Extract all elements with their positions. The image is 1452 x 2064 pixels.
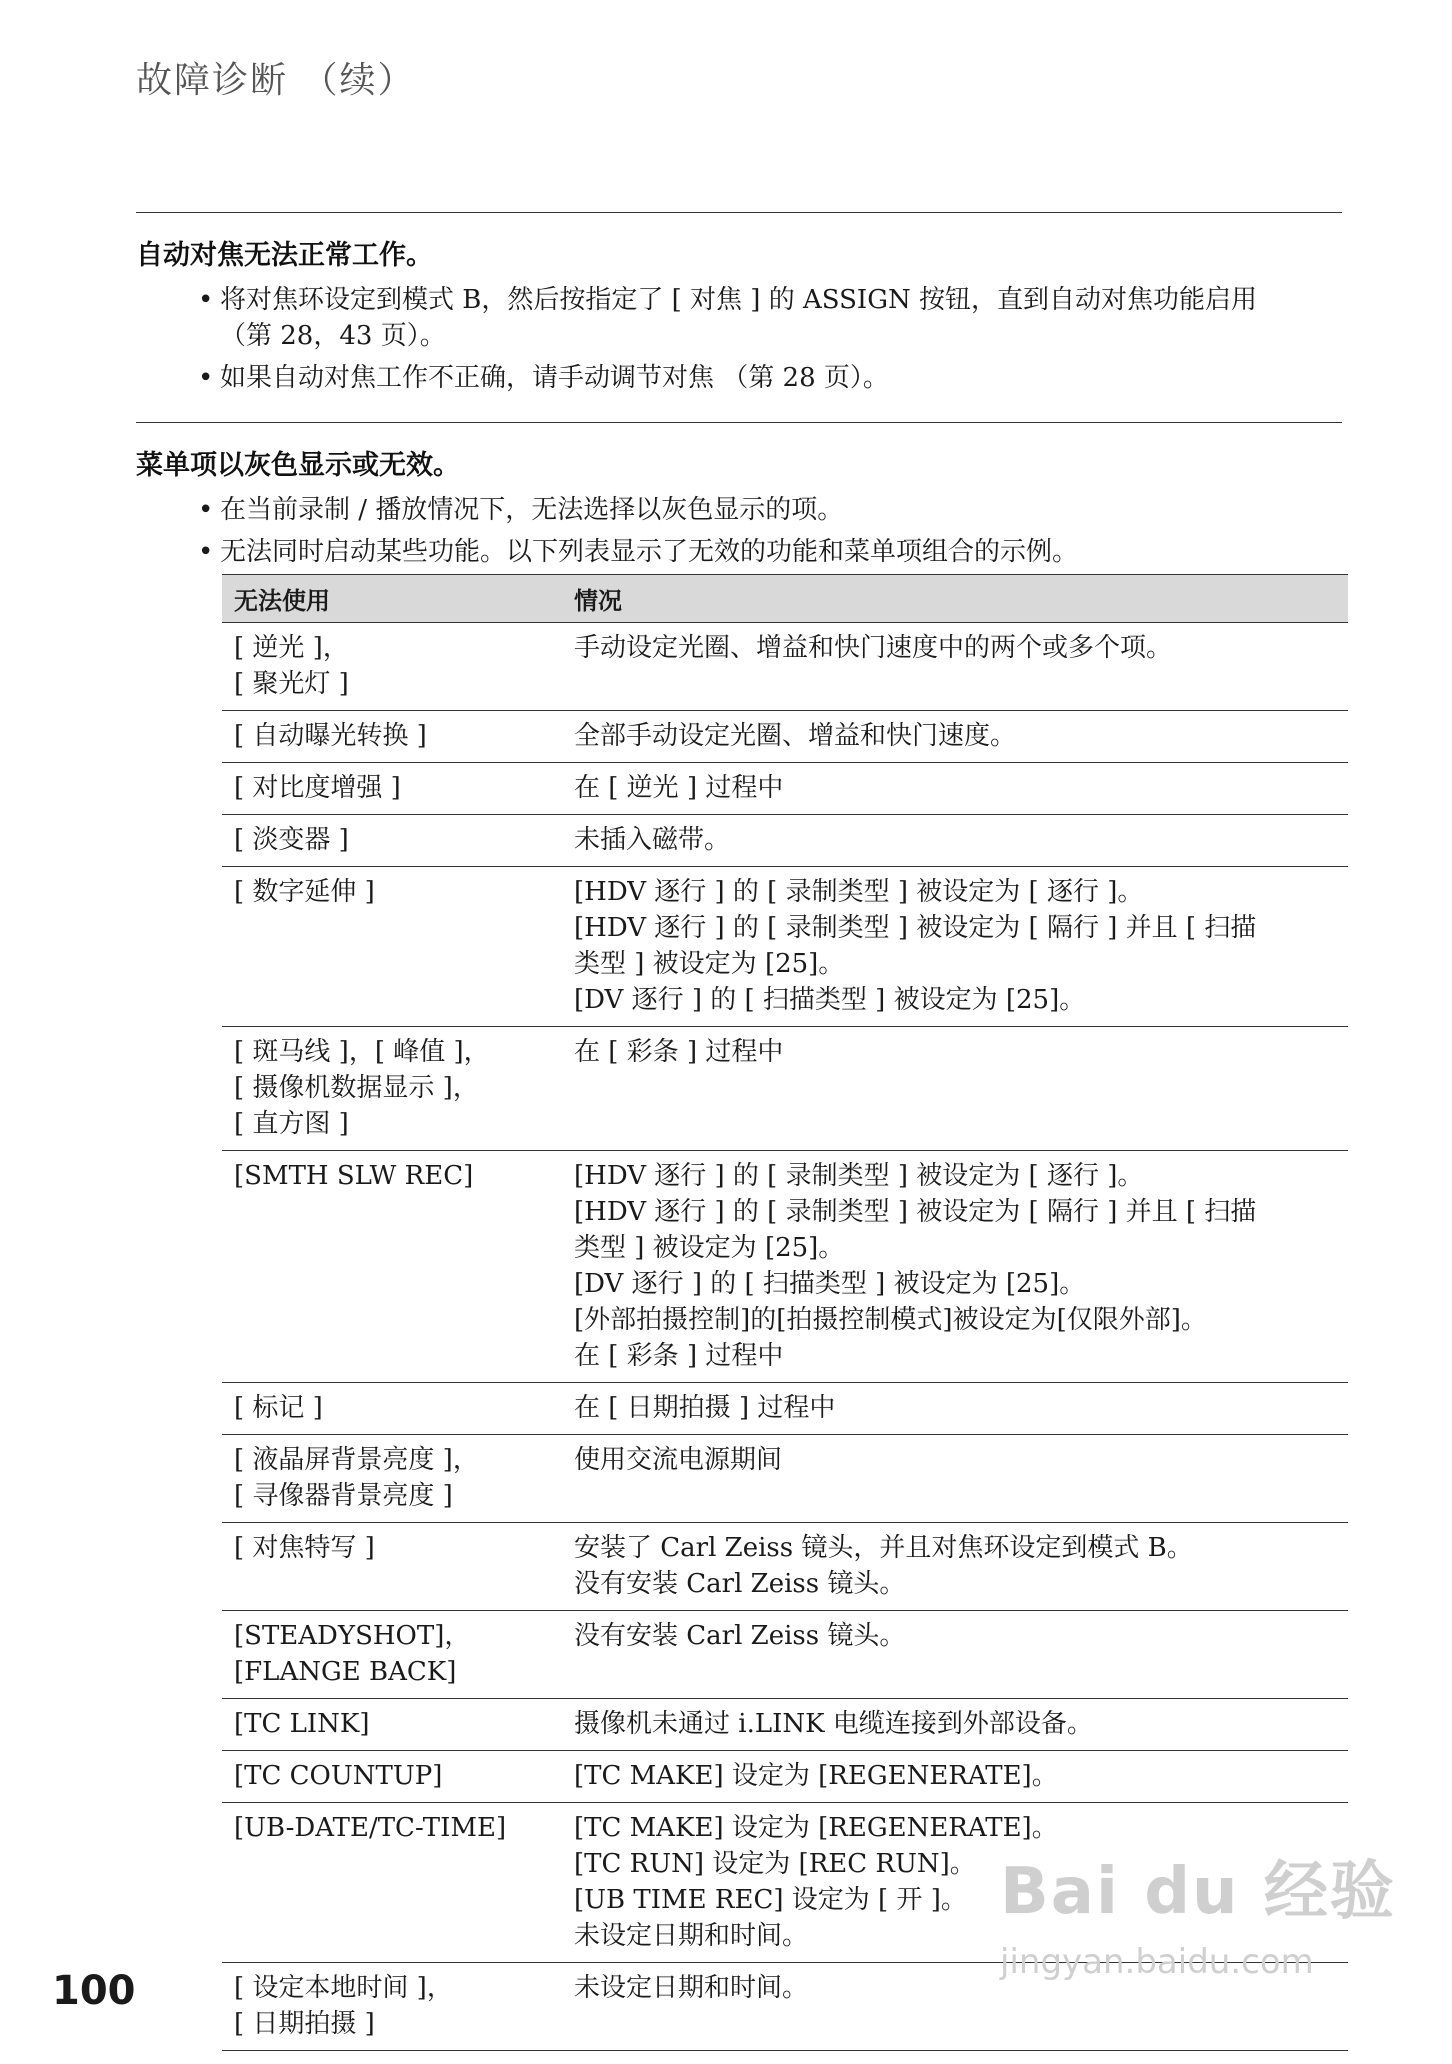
cell-line: [ 液晶屏背景亮度 ]，	[234, 1445, 479, 1475]
table-row	[222, 711, 1348, 763]
cell-line: [ 摄像机数据显示 ]，	[234, 1073, 479, 1103]
cell-line: 摄像机未通过 i.LINK 电缆连接到外部设备。	[574, 1709, 1093, 1739]
cell-line: [ 对比度增强 ]	[234, 773, 401, 803]
cell-condition	[562, 1435, 1348, 1523]
section-menu-items	[136, 422, 1342, 576]
cell-condition	[562, 1751, 1348, 1803]
cell-unavailable-item	[222, 1611, 562, 1699]
bullet-list	[198, 492, 1342, 570]
cell-condition	[562, 1699, 1348, 1751]
cell-line: 在 [ 日期拍摄 ] 过程中	[574, 1393, 836, 1423]
cell-unavailable-item	[222, 623, 562, 711]
cell-line: [HDV 逐行 ] 的 [ 录制类型 ] 被设定为 [ 隔行 ] 并且 [ 扫描	[574, 913, 1257, 943]
cell-condition	[562, 867, 1348, 1027]
cell-unavailable-item	[222, 1027, 562, 1151]
cell-line: [ 聚光灯 ]	[234, 669, 349, 699]
section-autofocus	[136, 212, 1342, 402]
table-row	[222, 1383, 1348, 1435]
cell-line: [ 设定本地时间 ]，	[234, 1973, 453, 2003]
table-row	[222, 815, 1348, 867]
cell-unavailable-item	[222, 763, 562, 815]
bullet-item	[198, 492, 1342, 528]
bullet-list	[198, 282, 1342, 396]
watermark	[1000, 1840, 1400, 2000]
cell-condition	[562, 1383, 1348, 1435]
table-row	[222, 1751, 1348, 1803]
table-row	[222, 763, 1348, 815]
cell-line: 未设定日期和时间。	[574, 1921, 809, 1951]
table-row	[222, 623, 1348, 711]
cell-line: [TC RUN] 设定为 [REC RUN]。	[574, 1849, 976, 1879]
bullet-text: 无法同时启动某些功能。以下列表显示了无效的功能和菜单项组合的示例。	[220, 537, 1079, 567]
cell-condition	[562, 711, 1348, 763]
table-row	[222, 867, 1348, 1027]
bullet-text: 将对焦环设定到模式 B，然后按指定了 [ 对焦 ] 的 ASSIGN 按钮，直到自动对焦功能启用	[220, 285, 1257, 315]
cell-line: 在 [ 彩条 ] 过程中	[574, 1037, 784, 1067]
cell-line: 未设定日期和时间。	[574, 1973, 809, 2003]
bullet-text: 如果自动对焦工作不正确，请手动调节对焦 （第 28 页）。	[220, 363, 889, 393]
cell-line: [SMTH SLW REC]	[234, 1161, 474, 1191]
cell-line: 安装了 Carl Zeiss 镜头，并且对焦环设定到模式 B。	[574, 1533, 1193, 1563]
cell-unavailable-item	[222, 815, 562, 867]
cell-line: [HDV 逐行 ] 的 [ 录制类型 ] 被设定为 [ 逐行 ]。	[574, 1161, 1144, 1191]
cell-unavailable-item	[222, 1523, 562, 1611]
bullet-dot: •	[198, 285, 214, 315]
cell-line: 没有安装 Carl Zeiss 镜头。	[574, 1621, 906, 1651]
cell-line: [FLANGE BACK]	[234, 1657, 457, 1687]
cell-line: [DV 逐行 ] 的 [ 扫描类型 ] 被设定为 [25]。	[574, 985, 1086, 1015]
cell-line: [TC COUNTUP]	[234, 1761, 443, 1791]
table-row	[222, 1151, 1348, 1383]
cell-line: 类型 ] 被设定为 [25]。	[574, 949, 845, 979]
cell-line: [ 自动曝光转换 ]	[234, 721, 427, 751]
cell-line: 未插入磁带。	[574, 825, 731, 855]
page-number: 100	[52, 1968, 136, 2014]
cell-line: 使用交流电源期间	[574, 1445, 783, 1475]
cell-unavailable-item	[222, 1751, 562, 1803]
bullet-text: 在当前录制 / 播放情况下，无法选择以灰色显示的项。	[220, 495, 844, 525]
cell-condition	[562, 815, 1348, 867]
watermark-brand: Bai du 经验	[1000, 1855, 1396, 1929]
invalid-functions-table	[222, 574, 1348, 2051]
cell-line: [STEADYSHOT]，	[234, 1621, 471, 1651]
cell-unavailable-item	[222, 1699, 562, 1751]
watermark-url: jingyan.baidu.com	[1000, 1942, 1314, 1982]
cell-unavailable-item	[222, 867, 562, 1027]
table-header-row	[222, 575, 1348, 623]
cell-line: [HDV 逐行 ] 的 [ 录制类型 ] 被设定为 [ 隔行 ] 并且 [ 扫描	[574, 1197, 1257, 1227]
cell-condition	[562, 763, 1348, 815]
bullet-text: （第 28，43 页）。	[220, 321, 446, 351]
cell-unavailable-item	[222, 1383, 562, 1435]
cell-unavailable-item	[222, 1435, 562, 1523]
cell-line: [ 直方图 ]	[234, 1109, 349, 1139]
cell-line: 在 [ 逆光 ] 过程中	[574, 773, 784, 803]
bullet-item	[198, 360, 1342, 396]
cell-line: 没有安装 Carl Zeiss 镜头。	[574, 1569, 906, 1599]
bullet-dot: •	[198, 537, 214, 567]
page-header-title: 故障诊断 （续）	[136, 60, 416, 101]
table-row	[222, 1611, 1348, 1699]
cell-line: [UB-DATE/TC-TIME]	[234, 1813, 507, 1843]
cell-line: [HDV 逐行 ] 的 [ 录制类型 ] 被设定为 [ 逐行 ]。	[574, 877, 1144, 907]
cell-line: [DV 逐行 ] 的 [ 扫描类型 ] 被设定为 [25]。	[574, 1269, 1086, 1299]
cell-line: 手动设定光圈、增益和快门速度中的两个或多个项。	[574, 633, 1173, 663]
cell-line: [UB TIME REC] 设定为 [ 开 ]。	[574, 1885, 967, 1915]
cell-unavailable-item	[222, 1151, 562, 1383]
cell-unavailable-item	[222, 711, 562, 763]
cell-condition	[562, 1611, 1348, 1699]
cell-line: [TC MAKE] 设定为 [REGENERATE]。	[574, 1813, 1058, 1843]
column-header-unavailable: 无法使用	[222, 575, 562, 623]
cell-condition	[562, 1523, 1348, 1611]
cell-condition	[562, 1151, 1348, 1383]
cell-unavailable-item	[222, 1803, 562, 1963]
column-header-condition: 情况	[562, 575, 1348, 623]
table-body	[222, 623, 1348, 2051]
cell-line: [TC MAKE] 设定为 [REGENERATE]。	[574, 1761, 1058, 1791]
section-title: 菜单项以灰色显示或无效。	[136, 450, 460, 481]
cell-line: 类型 ] 被设定为 [25]。	[574, 1233, 845, 1263]
cell-line: [ 对焦特写 ]	[234, 1533, 375, 1563]
cell-unavailable-item	[222, 1963, 562, 2051]
cell-line: 在 [ 彩条 ] 过程中	[574, 1341, 784, 1371]
cell-line: [ 斑马线 ]，[ 峰值 ]，	[234, 1037, 490, 1067]
cell-line: [外部拍摄控制]的[拍摄控制模式]被设定为[仅限外部]。	[574, 1305, 1207, 1335]
cell-line: [ 逆光 ]，	[234, 633, 349, 663]
cell-line: [TC LINK]	[234, 1709, 370, 1739]
bullet-dot: •	[198, 363, 214, 393]
table-row	[222, 1523, 1348, 1611]
cell-line: [ 淡变器 ]	[234, 825, 349, 855]
cell-line: [ 寻像器背景亮度 ]	[234, 1481, 453, 1511]
bullet-item	[198, 534, 1342, 570]
cell-line: [ 标记 ]	[234, 1393, 323, 1423]
cell-line: [ 日期拍摄 ]	[234, 2009, 375, 2039]
cell-line: 全部手动设定光圈、增益和快门速度。	[574, 721, 1017, 751]
bullet-dot: •	[198, 495, 214, 525]
table-row	[222, 1027, 1348, 1151]
bullet-item	[198, 282, 1342, 354]
section-title: 自动对焦无法正常工作。	[136, 240, 433, 271]
cell-line: [ 数字延伸 ]	[234, 877, 375, 907]
table-row	[222, 1699, 1348, 1751]
cell-condition	[562, 623, 1348, 711]
table-row	[222, 1435, 1348, 1523]
cell-condition	[562, 1027, 1348, 1151]
